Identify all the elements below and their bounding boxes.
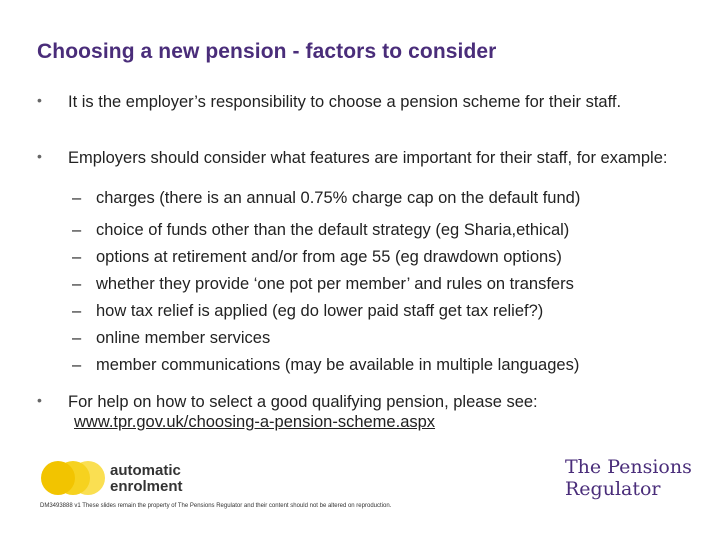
dash-icon: – [72, 275, 82, 293]
bullet-text: It is the employer’s responsibility to choose a pension scheme for their staff. [68, 93, 622, 111]
dash-icon: – [72, 189, 82, 207]
ae-wordmark [110, 463, 183, 495]
bullet-icon: • [37, 148, 42, 164]
bullet-employer-responsibility [37, 92, 687, 112]
bullet-features [37, 148, 687, 168]
automatic-enrolment-logo [40, 458, 200, 498]
dash-icon: – [72, 329, 82, 347]
dash-icon: – [72, 221, 82, 239]
footer-disclaimer: DM3493888 v1 These slides remain the property of The Pensions Regulator and their content should not be altered on reproduction. [40, 503, 392, 509]
bullet-text: Employers should consider what features are important for their staff, for example: [68, 149, 668, 167]
sub-item-online-services [72, 328, 270, 348]
ae-line-1: automatic [110, 462, 181, 479]
ae-circles-icon [40, 458, 106, 498]
sub-item-text: charges (there is an annual 0.75% charge cap on the default fund) [96, 189, 581, 207]
dash-icon: – [72, 248, 82, 266]
pensions-regulator-logo [565, 456, 705, 500]
bullet-help [37, 392, 687, 432]
sub-item-text: choice of funds other than the default strategy (eg Sharia,ethical) [96, 221, 570, 239]
dash-icon: – [72, 356, 82, 374]
tpr-line-1: The Pensions [565, 456, 692, 478]
sub-item-tax-relief [72, 301, 543, 321]
help-text: For help on how to select a good qualifying pension, please see: [68, 393, 538, 411]
bullet-text [68, 392, 687, 432]
sub-item-communications [72, 355, 579, 375]
dash-icon: – [72, 302, 82, 320]
ae-line-2: enrolment [110, 478, 183, 495]
sub-item-text: member communications (may be available in multiple languages) [96, 356, 580, 374]
sub-item-text: online member services [96, 329, 271, 347]
sub-item-retirement-options [72, 247, 562, 267]
sub-item-charges [72, 188, 580, 208]
bullet-icon: • [37, 92, 42, 108]
sub-item-fund-choice [72, 220, 569, 240]
sub-item-text: whether they provide ‘one pot per member’ and rules on transfers [96, 275, 574, 293]
sub-item-text: options at retirement and/or from age 55 (eg drawdown options) [96, 248, 562, 266]
tpr-scheme-link[interactable]: www.tpr.gov.uk/choosing-a-pension-scheme.aspx [74, 413, 436, 431]
sub-item-text: how tax relief is applied (eg do lower paid staff get tax relief?) [96, 302, 544, 320]
ae-circle-front [41, 461, 75, 495]
slide-title: Choosing a new pension - factors to consider [37, 40, 497, 63]
sub-item-one-pot [72, 274, 574, 294]
bullet-icon: • [37, 392, 42, 408]
tpr-line-2: Regulator [565, 478, 661, 500]
